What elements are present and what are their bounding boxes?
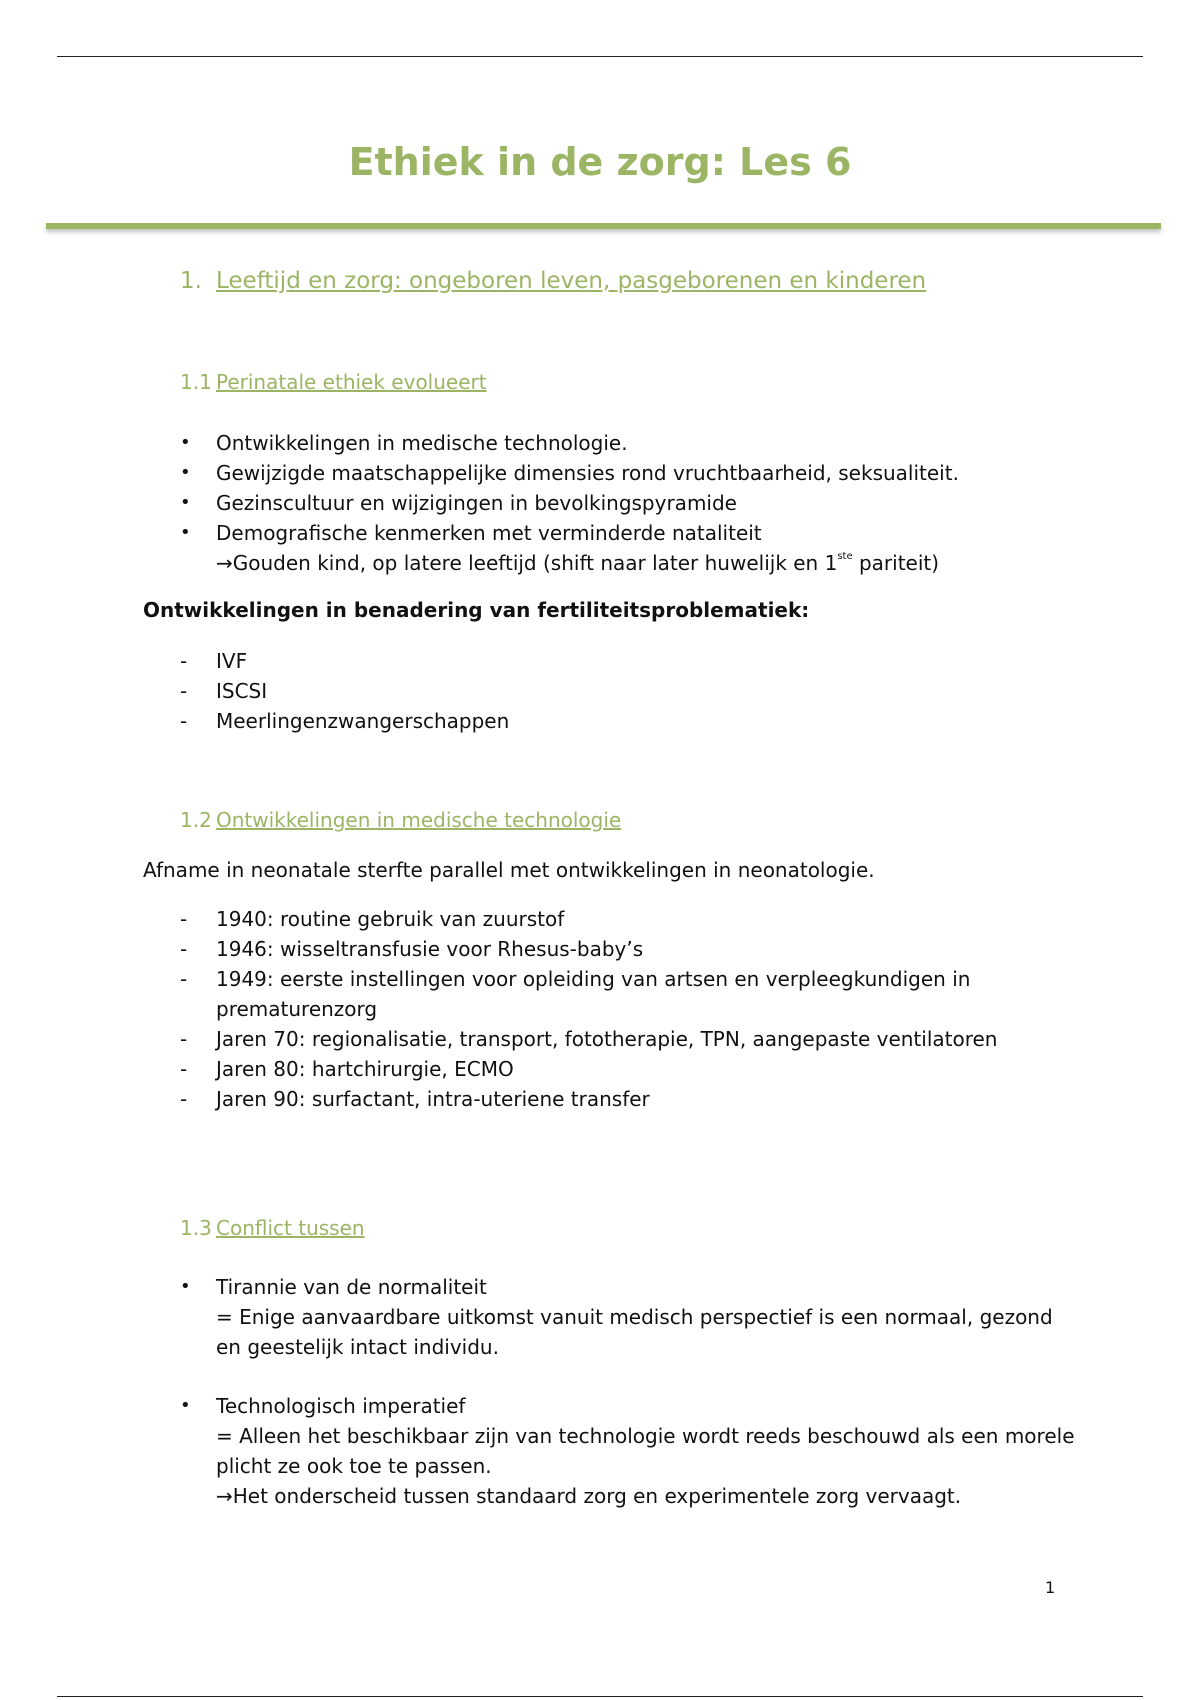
list-item: • Demografische kenmerken met verminderde nataliteit — [180, 518, 1080, 548]
section-1-heading — [180, 268, 926, 294]
bullet-marker: • — [180, 492, 191, 513]
bullet-list-perinatal — [180, 428, 1080, 578]
list-item: - ISCSI — [180, 676, 1080, 706]
section-number: 1.3 — [180, 1216, 212, 1240]
dash-marker: - — [180, 679, 188, 703]
list-item: - 1946: wisseltransfusie voor Rhesus-baby’s — [180, 934, 1080, 964]
section-1-3-heading — [180, 1216, 365, 1240]
list-item: • Tirannie van de normaliteit — [180, 1272, 1080, 1302]
page-number: 1 — [1045, 1578, 1056, 1597]
dash-marker: - — [180, 649, 188, 673]
bullet-marker: • — [180, 432, 191, 453]
list-item-continuation: →Gouden kind, op latere leeftijd (shift naar later huwelijk en 1ste pariteit) — [216, 551, 940, 575]
dash-marker: - — [180, 967, 188, 991]
list-item: - IVF — [180, 646, 1080, 676]
bullet-marker: • — [180, 462, 191, 483]
footer-rule — [57, 1696, 1143, 1697]
dash-marker: - — [180, 1087, 188, 1111]
list-item: - Jaren 80: hartchirurgie, ECMO — [180, 1054, 1080, 1084]
section-title: Conflict tussen — [216, 1216, 365, 1240]
dash-list-fertility — [180, 646, 1080, 736]
list-item: • Gewijzigde maatschappelijke dimensies rond vruchtbaarheid, seksualiteit. — [180, 458, 1080, 488]
list-item-continuation: →Het onderscheid tussen standaard zorg en experimentele zorg vervaagt. — [216, 1484, 962, 1508]
section-number: 1.1 — [180, 370, 212, 394]
section-number: 1. — [180, 268, 202, 294]
dash-marker: - — [180, 1027, 188, 1051]
section-number: 1.2 — [180, 808, 212, 832]
section-1-1-heading — [180, 370, 487, 394]
list-item: - Jaren 90: surfactant, intra-uteriene transfer — [180, 1084, 1080, 1114]
bullet-marker: • — [180, 522, 191, 543]
list-item: • Technologisch imperatief — [180, 1391, 1080, 1421]
list-item-continuation: = Alleen het beschikbaar zijn van technologie wordt reeds beschouwd als een morele plicht ze ook toe te passen. — [216, 1424, 1075, 1478]
section-title: Perinatale ethiek evolueert — [216, 370, 487, 394]
bullet-marker: • — [180, 1395, 191, 1416]
dash-marker: - — [180, 937, 188, 961]
list-item: - 1949: eerste instellingen voor opleiding van artsen en verpleegkundigen in prematurenzorg — [180, 964, 1080, 1024]
section-title: Leeftijd en zorg: ongeboren leven, pasgeborenen en kinderen — [216, 268, 927, 294]
list-item: • Gezinscultuur en wijzigingen in bevolkingspyramide — [180, 488, 1080, 518]
intro-paragraph: Afname in neonatale sterfte parallel met ontwikkelingen in neonatologie. — [143, 858, 875, 882]
title-underline-bar — [46, 223, 1161, 229]
list-item-continuation: = Enige aanvaardbare uitkomst vanuit medisch perspectief is een normaal, gezond en geestelijk intact individu. — [216, 1305, 1053, 1359]
list-item: - 1940: routine gebruik van zuurstof — [180, 904, 1080, 934]
list-item: • Ontwikkelingen in medische technologie. — [180, 428, 1080, 458]
bullet-list-conflict-1 — [180, 1272, 1080, 1362]
dash-marker: - — [180, 907, 188, 931]
dash-marker: - — [180, 709, 188, 733]
document-title: Ethiek in de zorg: Les 6 — [348, 140, 852, 184]
dash-list-technology — [180, 904, 1080, 1114]
list-item: - Meerlingenzwangerschappen — [180, 706, 1080, 736]
list-item: - Jaren 70: regionalisatie, transport, fototherapie, TPN, aangepaste ventilatoren — [180, 1024, 1080, 1054]
section-title: Ontwikkelingen in medische technologie — [216, 808, 622, 832]
bullet-marker: • — [180, 1276, 191, 1297]
dash-marker: - — [180, 1057, 188, 1081]
header-rule — [57, 56, 1143, 57]
bullet-list-conflict-2 — [180, 1391, 1080, 1511]
subheading-fertility: Ontwikkelingen in benadering van fertiliteitsproblematiek: — [143, 598, 810, 622]
section-1-2-heading — [180, 808, 621, 832]
